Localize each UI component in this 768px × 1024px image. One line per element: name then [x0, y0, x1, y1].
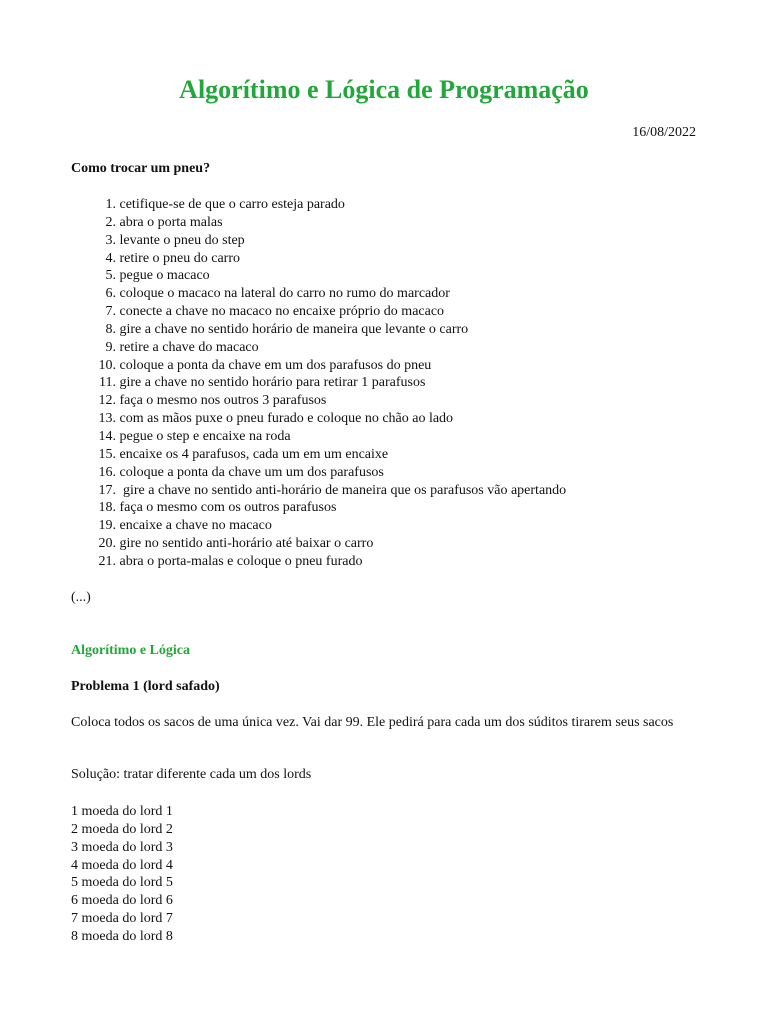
list-item: [71, 196, 711, 214]
list-item: 3 moeda do lord 3: [71, 839, 173, 855]
list-item-text: abra o porta-malas e coloque o pneu furado: [119, 553, 363, 569]
list-item-number: 1.: [105, 197, 116, 212]
list-item: [71, 446, 711, 464]
section-title: Algorítimo e Lógica: [71, 643, 190, 658]
list-item: 7 moeda do lord 7: [71, 911, 173, 927]
list-item-text: conecte a chave no macaco no encaixe próprio do macaco: [119, 304, 445, 320]
list-item-text: gire a chave no sentido horário para retirar 1 parafusos: [119, 375, 426, 391]
list-item-number: 12.: [98, 393, 116, 409]
list-item-number: 15.: [98, 446, 116, 462]
list-item-text: cetifique-se de que o carro esteja parado: [119, 197, 345, 212]
list-item-number: 5.: [105, 268, 116, 284]
coins-list: [71, 803, 173, 946]
list-item: 6 moeda do lord 6: [71, 893, 173, 909]
list-item: [71, 482, 711, 500]
list-item-number: 19.: [98, 518, 116, 534]
list-item-text: gire a chave no sentido horário de maneira que levante o carro: [119, 321, 469, 337]
list-item-number: 4.: [105, 250, 116, 266]
list-item: [71, 339, 711, 357]
list-item: 2 moeda do lord 2: [71, 821, 173, 837]
document-date: 16/08/2022: [632, 125, 696, 140]
list-item-text: retire o pneu do carro: [119, 250, 240, 266]
list-item-number: 2.: [105, 214, 116, 230]
list-item-number: 11.: [99, 375, 116, 391]
list-item: [71, 499, 711, 517]
list-item-number: 16.: [98, 464, 116, 480]
list-item-text: encaixe a chave no macaco: [119, 518, 272, 534]
list-item-text: retire a chave do macaco: [119, 339, 259, 355]
list-item: [71, 374, 711, 392]
list-item: [71, 357, 711, 375]
ellipsis-text: (...): [71, 590, 91, 605]
question-heading: Como trocar um pneu?: [71, 161, 211, 176]
list-item-text: coloque o macaco na lateral do carro no rumo do marcador: [119, 286, 450, 302]
list-item: [71, 535, 711, 553]
list-item: [71, 553, 711, 571]
document-title: Algorítimo e Lógica de Programação: [179, 75, 589, 104]
list-item-text: coloque a ponta da chave um um dos parafusos: [119, 464, 384, 480]
list-item: [71, 250, 711, 268]
solution-text: Solução: tratar diferente cada um dos lords: [71, 767, 312, 782]
list-item-number: 21.: [98, 553, 116, 569]
list-item-text: com as mãos puxe o pneu furado e coloque no chão ao lado: [119, 411, 454, 427]
list-item: 1 moeda do lord 1: [71, 804, 173, 819]
list-item-number: 13.: [98, 411, 116, 427]
list-item: [71, 232, 711, 250]
list-item-text: encaixe os 4 parafusos, cada um em um encaixe: [119, 446, 389, 462]
list-item: [71, 392, 711, 410]
list-item: [71, 321, 711, 339]
list-item-text: faça o mesmo nos outros 3 parafusos: [119, 393, 327, 409]
list-item-number: 7.: [105, 304, 116, 320]
list-item-text: faça o mesmo com os outros parafusos: [119, 500, 337, 516]
list-item-text: levante o pneu do step: [119, 232, 245, 248]
list-item-text: pegue o macaco: [119, 268, 210, 284]
list-item-text: pegue o step e encaixe na roda: [119, 428, 291, 444]
list-item-number: 3.: [105, 232, 116, 248]
list-item-number: 8.: [105, 321, 116, 337]
list-item-number: 10.: [98, 357, 116, 373]
list-item-number: 17.: [98, 482, 116, 498]
list-item-text: gire a chave no sentido anti-horário de maneira que os parafusos vão apertando: [119, 482, 567, 498]
list-item: [71, 464, 711, 482]
list-item: [71, 285, 711, 303]
list-item: [71, 214, 711, 232]
steps-list: [71, 196, 711, 571]
list-item-number: 6.: [105, 286, 116, 302]
list-item: 5 moeda do lord 5: [71, 875, 173, 891]
list-item-number: 14.: [98, 428, 116, 444]
list-item-number: 18.: [98, 500, 116, 516]
list-item-text: gire no sentido anti-horário até baixar o carro: [119, 536, 374, 552]
list-item: [71, 428, 711, 446]
list-item: [71, 267, 711, 285]
list-item: [71, 410, 711, 428]
list-item-text: abra o porta malas: [119, 214, 223, 230]
list-item: 4 moeda do lord 4: [71, 857, 173, 873]
list-item-text: coloque a ponta da chave em um dos parafusos do pneu: [119, 357, 432, 373]
problem-text: Coloca todos os sacos de uma única vez. Vai dar 99. Ele pedirá para cada um dos súditos tirarem seus sacos: [71, 715, 674, 730]
list-item-number: 20.: [98, 536, 116, 552]
list-item-number: 9.: [105, 339, 116, 355]
list-item: 8 moeda do lord 8: [71, 928, 173, 944]
list-item: [71, 517, 711, 535]
problem-title: Problema 1 (lord safado): [71, 679, 220, 694]
list-item: [71, 303, 711, 321]
